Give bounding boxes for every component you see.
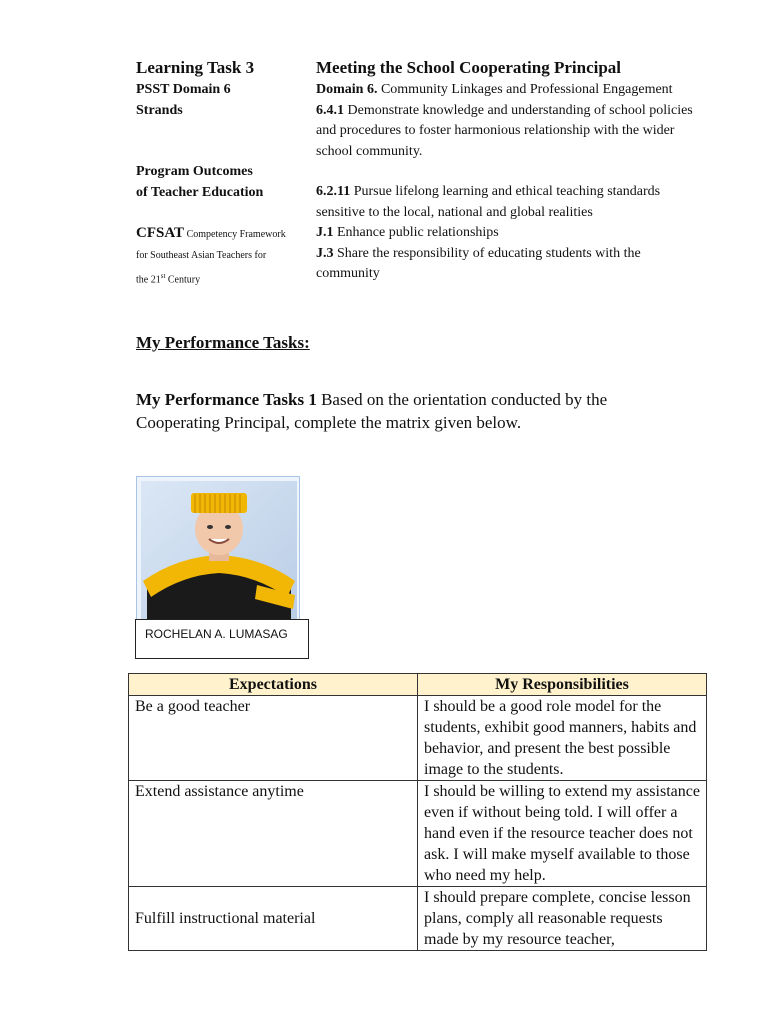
profile-photo: [136, 476, 300, 622]
performance-tasks-heading: My Performance Tasks:: [136, 333, 310, 352]
expectation-cell: Fulfill instructional material: [129, 887, 418, 951]
responsibility-cell: I should prepare complete, concise lesson plans, comply all reasonable requests made by my resource teacher,: [418, 887, 707, 951]
expectation-cell: Extend assistance anytime: [129, 781, 418, 887]
psst-label: PSST Domain 6 Strands: [136, 82, 231, 118]
cfsat-label: CFSAT Competency Framework for Southeast Asian Teachers for the 21st Century: [136, 225, 286, 286]
student-name-box: [135, 619, 309, 659]
performance-task-1: My Performance Tasks 1 Based on the orientation conducted by the Cooperating Principal, complete the matrix given below.: [136, 390, 608, 432]
learning-task-title: Meeting the School Cooperating Principal: [316, 58, 622, 77]
table-row: [129, 696, 707, 781]
program-outcomes-label: Program Outcomes of Teacher Education: [136, 164, 264, 200]
table-row: [129, 781, 707, 887]
outcomes-description: 6.2.11 Pursue lifelong learning and ethical teaching standards sensitive to the local, national and global realities J.1 Enhance public relationships J.3 Share the responsibility of educating students with the community: [316, 184, 661, 281]
domain-description: Domain 6. Community Linkages and Professional Engagement 6.4.1 Demonstrate knowledge and understanding of school policies and procedures to foster harmonious relationship with the wider school community.: [316, 82, 693, 159]
student-name: ROCHELAN A. LUMASAG: [145, 627, 288, 641]
graduation-portrait-image: [137, 477, 300, 622]
learning-task-number: Learning Task 3: [136, 58, 255, 77]
expectations-matrix: [128, 673, 707, 951]
expectations-header: Expectations: [129, 674, 418, 696]
responsibility-cell: I should be willing to extend my assistance even if without being told. I will offer a hand even if the resource teacher does not ask. I will make myself available to those who need my help.: [418, 781, 707, 887]
responsibility-cell: I should be a good role model for the students, exhibit good manners, habits and behavior, and present the best possible image to the students.: [418, 696, 707, 781]
expectation-cell: Be a good teacher: [129, 696, 418, 781]
responsibilities-header: My Responsibilities: [418, 674, 707, 696]
matrix-header-row: [129, 674, 707, 696]
table-row: [129, 887, 707, 951]
